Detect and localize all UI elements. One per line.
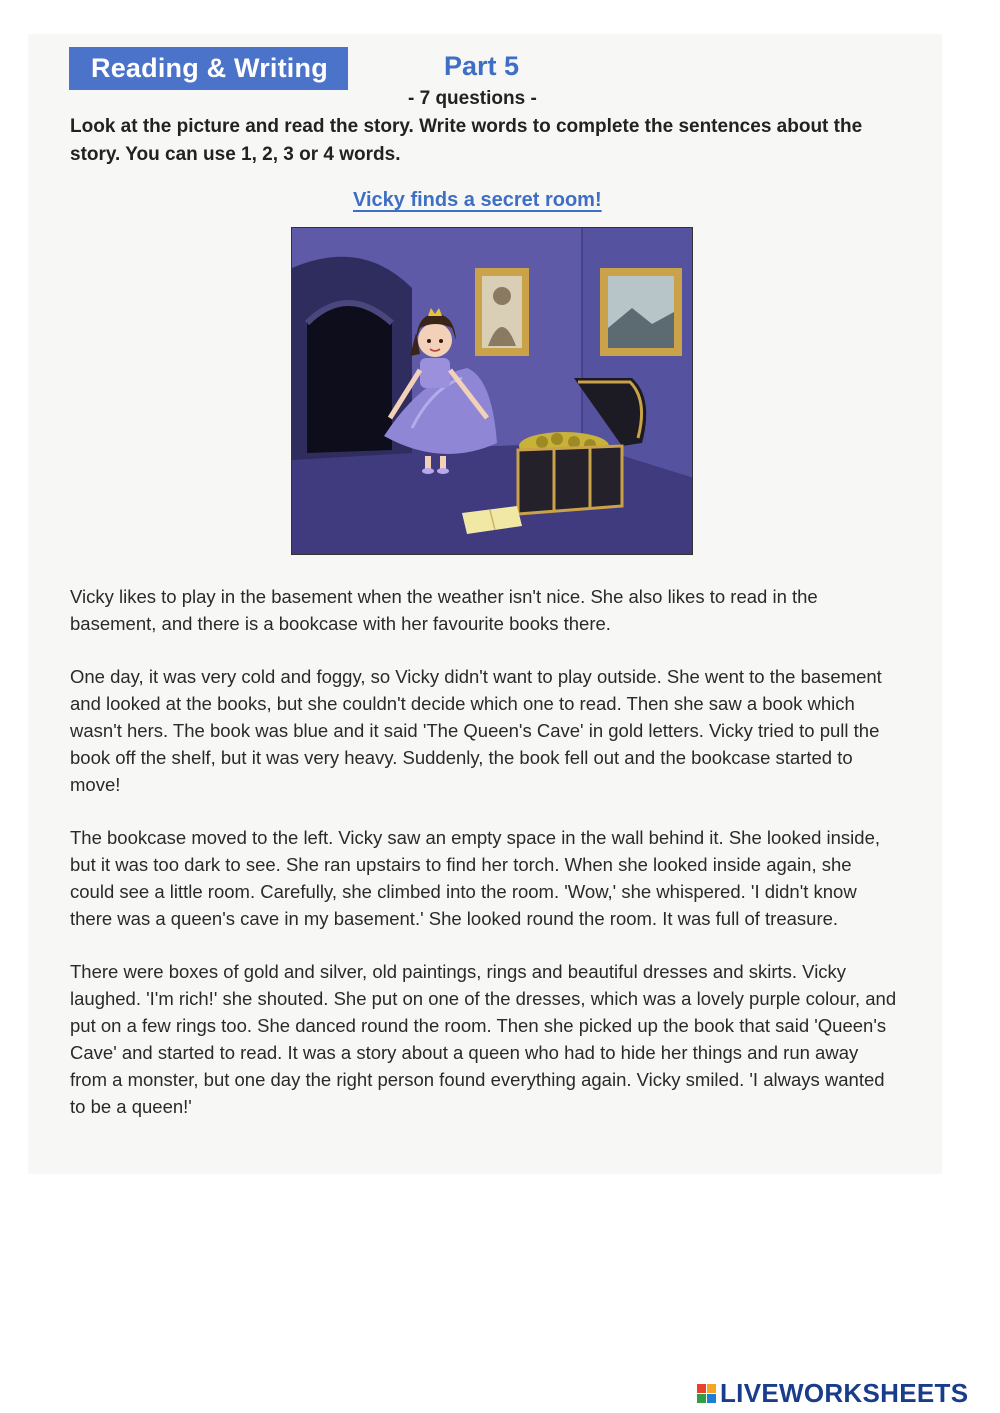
story-paragraph: The bookcase moved to the left. Vicky saw an empty space in the wall behind it. She looked inside, but it was too dark to see. She ran upstairs to find her torch. When she looked inside again, she could see a little room. Carefully, she climbed into the room. 'Wow,' she whispered. 'I didn't know there was a queen's cave in my basement.' She looked round the room. It was full of treasure. [70, 827, 881, 929]
instructions: Look at the picture and read the story. Write words to complete the sentences about the story. You can use 1, 2, 3 or 4 words. [70, 116, 863, 165]
part-title: Part 5 [444, 51, 520, 81]
landscape-painting [600, 268, 682, 356]
section-badge: Reading & Writing [69, 47, 348, 90]
logo-text: LIVEWORKSHEETS [720, 1378, 969, 1408]
question-count: - 7 questions - [408, 88, 537, 109]
logo-grid-icon [697, 1384, 716, 1403]
story-paragraph: Vicky likes to play in the basement when the weather isn't nice. She also likes to read in the basement, and there is a bookcase with her favourite books there. [70, 586, 818, 634]
portrait-painting [475, 268, 529, 356]
liveworksheets-logo [697, 1378, 968, 1409]
story-paragraph: One day, it was very cold and foggy, so Vicky didn't want to play outside. She went to the basement and looked at the books, but she couldn't decide which one to read. Then she saw a book which wasn't hers. The book was blue and it said 'The Queen's Cave' in gold letters. Vicky tried to pull the book off the shelf, but it was very heavy. Suddenly, the book fell out and the bookcase started to move! [70, 666, 882, 795]
story-illustration [291, 227, 693, 555]
story-text [70, 583, 900, 1146]
story-title: Vicky finds a secret room! [353, 189, 602, 211]
story-paragraph: There were boxes of gold and silver, old paintings, rings and beautiful dresses and skirts. Vicky laughed. 'I'm rich!' she shouted. She put on one of the dresses, which was a lovely purple colour, and put on a few rings too. She danced round the room. Then she picked up the book that said 'Queen's Cave' and started to read. It was a story about a queen who had to hide her things and run away from a monster, but one day the right person found everything again. Vicky smiled. 'I always wanted to be a queen!' [70, 961, 897, 1117]
